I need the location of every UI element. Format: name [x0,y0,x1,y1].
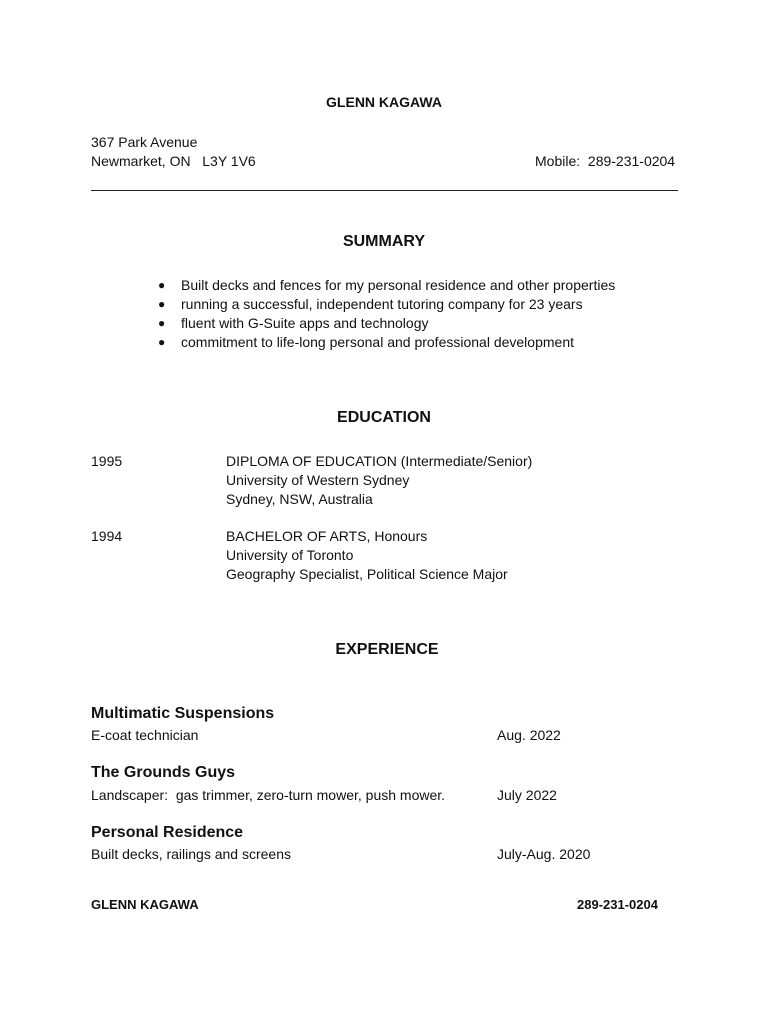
education-year: 1995 [91,453,123,469]
mobile-number: Mobile: 289-231-0204 [535,153,676,169]
job-date: July 2022 [497,787,557,803]
job-role: E-coat technician [91,727,199,743]
address-line-2: Newmarket, ON L3Y 1V6 [91,153,256,169]
degree-name: DIPLOMA OF EDUCATION (Intermediate/Senior) [226,453,533,469]
bullet-icon: ● [158,278,166,292]
job-role: Built decks, railings and screens [91,846,291,862]
institution-name: University of Toronto [226,547,354,563]
summary-item [158,276,615,295]
education-details [226,452,532,509]
job-employer: Multimatic Suspensions [91,705,275,722]
summary-item-text: commitment to life-long personal and professional development [181,334,574,350]
job-date: Aug. 2022 [497,727,561,743]
experience-title: EXPERIENCE [335,641,439,658]
summary-item-text: Built decks and fences for my personal residence and other properties [181,277,616,293]
summary-item-text: fluent with G-Suite apps and technology [181,315,429,331]
education-year: 1994 [91,528,123,544]
address-line-1: 367 Park Avenue [91,134,198,150]
bullet-icon: ● [158,335,166,349]
header-divider [91,190,678,191]
job-employer: The Grounds Guys [91,764,236,781]
education-details [226,527,508,584]
resume-name-heading: GLENN KAGAWA [326,94,442,110]
job-employer: Personal Residence [91,824,244,841]
job-date: July-Aug. 2020 [497,846,591,862]
education-title: EDUCATION [337,409,431,426]
summary-item [158,314,615,333]
job-role: Landscaper: gas trimmer, zero-turn mower, push mower. [91,787,446,803]
summary-title: SUMMARY [342,233,426,250]
institution-name: University of Western Sydney [226,472,410,488]
footer-phone: 289-231-0204 [577,897,658,912]
summary-list [158,276,615,352]
degree-name: BACHELOR OF ARTS, Honours [226,528,428,544]
degree-specialization: Geography Specialist, Political Science Major [226,566,508,582]
summary-item [158,333,615,352]
bullet-icon: ● [158,297,166,311]
footer-name: GLENN KAGAWA [91,897,199,912]
summary-item [158,295,615,314]
institution-location: Sydney, NSW, Australia [226,491,373,507]
summary-item-text: running a successful, independent tutoring company for 23 years [181,296,583,312]
bullet-icon: ● [158,316,166,330]
